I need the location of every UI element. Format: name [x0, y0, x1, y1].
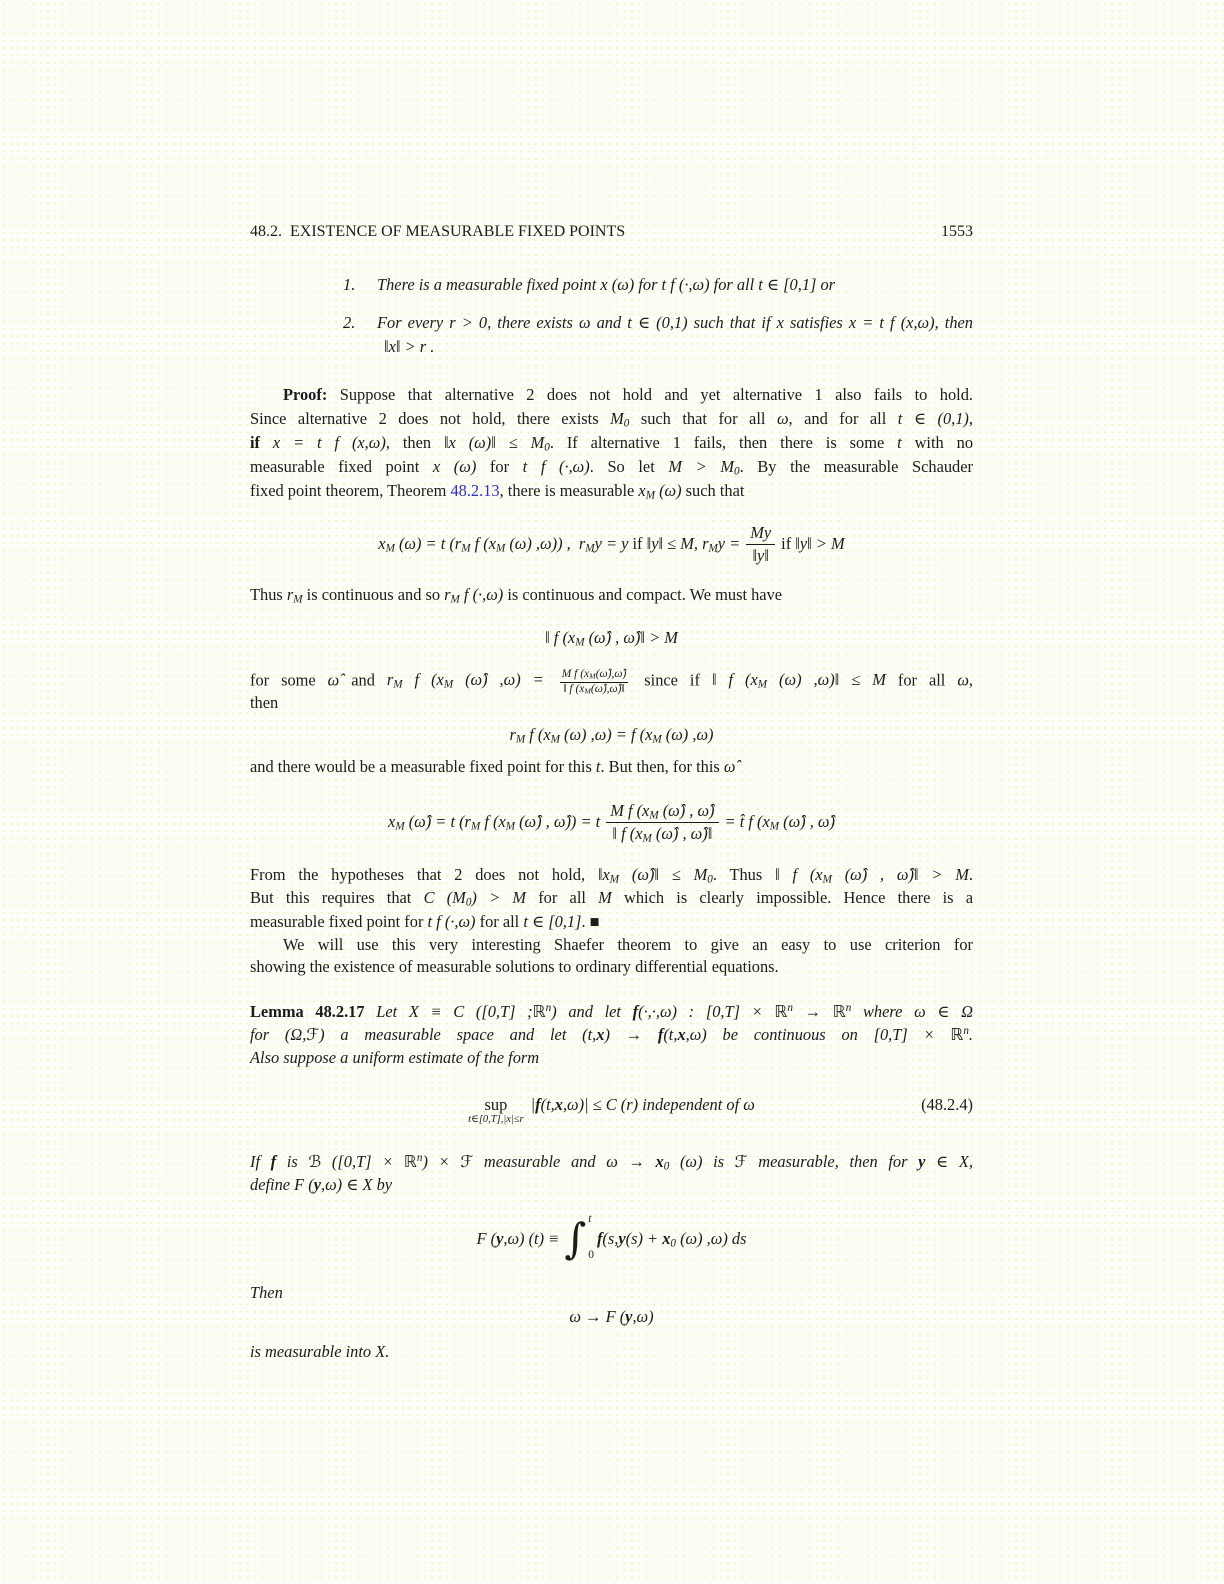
- text-segment: x: [554, 1095, 563, 1114]
- text-segment: ,ω) ∈ X by: [321, 1175, 393, 1194]
- we-will-use-line-1: [250, 933, 973, 957]
- text-segment: if: [781, 534, 796, 553]
- text-segment: measurable fixed point for: [250, 912, 428, 931]
- text-segment: is measurable into X.: [250, 1342, 390, 1361]
- then-word-line: [250, 691, 973, 715]
- for-some-line: [250, 668, 973, 696]
- text-segment: . So let: [589, 457, 669, 476]
- text-segment: (t,: [540, 1095, 555, 1114]
- text-segment: y: [313, 1175, 321, 1194]
- text-segment: then: [250, 693, 279, 712]
- text-segment: (s) +: [625, 1229, 663, 1248]
- text-segment: x = t f (x,ω): [272, 433, 386, 452]
- text-segment: and there would be a measurable fixed point for this: [250, 757, 596, 776]
- list-item-2-text-line-2: [384, 335, 973, 359]
- fraction: $\frac{M f (x_M(\omegâ),\omegâ)}{‖ f (x_M(\omegâ),\omegâ)‖}$: [561, 668, 627, 696]
- text-segment: , then: [385, 433, 444, 452]
- proof-line-2: [250, 407, 973, 431]
- text-segment: . ■: [581, 912, 600, 931]
- list-item-1-text: [377, 273, 973, 297]
- text-segment: $r_M$ f ($x_M$ (ω) ,ω) = f ($x_M$ (ω) ,ω): [509, 725, 714, 746]
- from-hypotheses-line-3: [250, 910, 973, 934]
- list-item-1: [250, 273, 973, 297]
- text-segment: Suppose that alternative 2 does not hold and yet alternative 1 also fails to hold.: [339, 385, 973, 404]
- proof-line-3: [250, 431, 973, 455]
- text-segment: There is a measurable fixed point x (ω) for t f (·,ω) for all t ∈ [0,1] or: [377, 275, 836, 294]
- text-segment: Also suppose a uniform estimate of the form: [250, 1048, 540, 1067]
- text-segment: , and for all: [788, 409, 898, 428]
- running-header: [250, 220, 973, 244]
- text-segment: t: [595, 757, 601, 776]
- proof-line-5: [250, 479, 973, 503]
- text-segment: We will use this very interesting Shaefer theorem to give an easy to use criterion for: [283, 935, 973, 954]
- is-measurable-line: [250, 1340, 973, 1364]
- text-segment: f: [270, 1152, 277, 1171]
- text-segment: for: [476, 457, 523, 476]
- text-segment: such that for all: [629, 409, 777, 428]
- text-segment: ) →: [604, 1025, 658, 1044]
- text-segment: , there is measurable: [499, 481, 639, 500]
- text-segment: y: [496, 1229, 504, 1248]
- text-segment: ‖x‖ > r .: [384, 337, 435, 356]
- text-segment: ω → F (: [569, 1307, 626, 1326]
- text-segment: . Thus: [712, 865, 776, 884]
- text-segment: ‖ f ($x_M$ (ω) ,ω)‖ ≤ M: [711, 670, 886, 691]
- text-segment: x: [662, 1229, 671, 1248]
- if-f-measurable-line-1: [250, 1150, 973, 1174]
- thus-line: [250, 583, 973, 607]
- text-segment: measurable fixed point: [250, 457, 433, 476]
- text-segment: for all: [885, 670, 958, 690]
- text-segment: is ℬ ([0,T] × ℝ$^n$) × ℱ measurable and ω →: [276, 1152, 656, 1171]
- text-segment: . But then, for this: [600, 757, 724, 776]
- text-segment: ‖ f ($x_M$ (ω̂) , ω̂)‖ > M: [545, 628, 678, 649]
- text-segment: $x_M$ (ω) = t ($r_M$ f ($x_M$ (ω) ,ω)) , $r_My = y$: [378, 534, 633, 555]
- equation-48-2-4-body: [468, 1095, 755, 1125]
- proof-line-1: [250, 383, 973, 407]
- text-segment: F (: [476, 1229, 497, 1248]
- equation-48-2-4: [250, 1093, 973, 1125]
- text-segment: is continuous and so: [302, 585, 445, 604]
- text-segment: ‖y‖ ≤ M, $r_My$ =: [646, 534, 741, 555]
- text-segment: $‖x_M$ (ω̂)‖ ≤ $M_0$: [597, 865, 713, 886]
- text-segment: y: [625, 1307, 633, 1326]
- text-segment: .: [968, 865, 973, 884]
- theorem-ref-link[interactable]: 48.2.13: [450, 481, 500, 500]
- equation-rMf-equals-f: [250, 723, 973, 747]
- text-segment: define F (: [250, 1175, 314, 1194]
- text-segment: y: [918, 1152, 926, 1171]
- text-segment: Lemma 48.2.17: [250, 1002, 377, 1021]
- we-will-use-line-2: [250, 955, 973, 979]
- text-segment: since if: [632, 670, 712, 690]
- proof-line-4: [250, 455, 973, 479]
- fraction: $\frac{My}{‖y‖}$: [746, 523, 775, 565]
- list-item-2-continuation: [250, 335, 973, 359]
- text-segment: ω̂: [723, 757, 736, 776]
- text-segment: $r_M$: [286, 585, 303, 606]
- text-segment: t f (·,ω): [522, 457, 590, 476]
- text-segment: Proof:: [283, 385, 340, 404]
- text-segment: ‖x (ω)‖ ≤ $M_0$: [443, 433, 550, 454]
- text-segment: ,ω): [632, 1307, 654, 1326]
- text-segment: independent of: [642, 1095, 744, 1114]
- equation-omega-maps-to-F: [250, 1305, 973, 1329]
- text-segment: . By the measurable Schauder: [739, 457, 973, 476]
- text-segment: and: [339, 670, 387, 690]
- text-segment: which is clearly impossible. Hence there is a: [611, 888, 973, 907]
- lemma-line-1: [250, 1000, 973, 1024]
- text-segment: (s,: [602, 1229, 619, 1248]
- text-segment: f: [632, 1002, 639, 1021]
- text-segment: ,: [968, 409, 973, 428]
- text-segment: x (ω): [432, 457, 477, 476]
- list-item-2-text-line-1: [377, 311, 973, 335]
- integral-sign: ∫ t 0: [564, 1212, 594, 1263]
- text-segment: |: [530, 1095, 536, 1114]
- text-segment: such that: [681, 481, 745, 500]
- text-segment: ∈ X,: [925, 1152, 973, 1171]
- equation-xM-hat: [250, 794, 973, 850]
- list-item-1-number: 1.: [343, 275, 356, 294]
- lemma-line-2: [250, 1023, 973, 1047]
- text-segment: ω: [776, 409, 789, 428]
- text-segment: showing the existence of measurable solutions to ordinary differential equations.: [250, 957, 779, 976]
- text-segment: for all: [526, 888, 599, 907]
- equation-norm-greater-M: [250, 626, 973, 650]
- equation-retraction-definition: [250, 516, 973, 572]
- text-segment: x: [655, 1152, 664, 1171]
- and-there-would-line: [250, 755, 973, 779]
- text-segment: f: [596, 1229, 603, 1248]
- text-segment: ,ω) (t) ≡: [503, 1229, 564, 1248]
- text-segment: $_0$ (ω) is ℱ measurable, then for: [663, 1152, 919, 1173]
- if-f-measurable-line-2: [250, 1173, 973, 1197]
- text-segment: Since alternative 2 does not hold, there exists: [250, 409, 611, 428]
- page-number: 1553: [941, 223, 973, 240]
- then-line: [250, 1281, 973, 1305]
- text-segment: = t̂ f ($x_M$ (ω̂) , ω̂): [724, 812, 835, 833]
- text-segment: if: [250, 433, 273, 452]
- text-segment: t ∈ [0,1]: [523, 912, 582, 931]
- text-segment: But this requires that: [250, 888, 424, 907]
- text-segment: From the hypotheses that 2 does not hold,: [250, 865, 598, 884]
- text-segment: ‖ f ($x_M$ (ω̂) , ω̂)‖ > M: [775, 865, 969, 886]
- text-segment: $r_M$ f (·,ω): [444, 585, 504, 606]
- list-item-2: [250, 311, 973, 335]
- text-segment: If: [250, 1152, 271, 1171]
- text-segment: ,ω) be continuous on [0,T] × ℝ$^n$.: [685, 1025, 974, 1044]
- text-segment: x: [677, 1025, 686, 1044]
- text-segment: C $(M_0) > M$: [423, 888, 527, 909]
- equation-integral-definition: [250, 1209, 973, 1269]
- text-segment: f: [535, 1095, 541, 1114]
- list-item-2-number: 2.: [343, 313, 356, 332]
- text-segment: Let X ≡ C ([0,T] ;ℝ$^n$) and let: [376, 1002, 633, 1021]
- text-segment: ω: [957, 670, 969, 690]
- section-heading: 48.2. EXISTENCE OF MEASURABLE FIXED POINTS: [250, 223, 626, 240]
- text-segment: ,: [968, 670, 973, 690]
- text-segment: Thus: [250, 585, 287, 604]
- lemma-line-3: [250, 1046, 973, 1070]
- sup-operator: sup t∈[0,T],|x|≤r: [468, 1095, 524, 1125]
- text-segment: ω: [743, 1095, 755, 1114]
- text-segment: t f (·,ω): [427, 912, 476, 931]
- text-segment: (·,·,ω) : [0,T] × ℝ$^n$ → ℝ$^n$ where ω ∈ Ω: [638, 1002, 973, 1021]
- text-segment: y: [618, 1229, 626, 1248]
- fraction: $\frac{M f (x_M (\omegâ) , \omegâ)}{‖ f (x_M (\omegâ) , \omegâ)‖}$: [606, 801, 718, 843]
- text-segment: t ∈ (0,1): [897, 409, 969, 428]
- text-segment: M: [598, 888, 612, 907]
- text-segment: $x_M$ (ω): [638, 481, 682, 502]
- text-segment: ‖y‖ > M: [795, 534, 845, 553]
- text-segment: (t,: [663, 1025, 678, 1044]
- text-segment: Then: [250, 1283, 283, 1302]
- text-segment: $r_M$ f ($x_M$ (ω̂) ,ω) =: [386, 670, 556, 691]
- from-hypotheses-line-1: [250, 863, 973, 887]
- text-segment: ω̂: [327, 670, 340, 690]
- equation-number-tag: (48.2.4): [921, 1095, 973, 1114]
- text-segment: x: [596, 1025, 605, 1044]
- from-hypotheses-line-2: [250, 886, 973, 910]
- text-segment: $M_0$: [610, 409, 630, 430]
- text-segment: with no: [901, 433, 974, 452]
- text-segment: t: [897, 433, 902, 452]
- text-segment: for (Ω,ℱ) a measurable space and let (t,: [250, 1025, 597, 1044]
- text-segment: ,ω)| ≤ C (r): [562, 1095, 643, 1114]
- text-segment: for all: [475, 912, 524, 931]
- text-segment: is continuous and compact. We must have: [503, 585, 783, 604]
- text-segment: $x_M$ (ω̂) = t ($r_M$ f ($x_M$ (ω̂) , ω̂)) = t: [388, 812, 601, 833]
- text-segment: $M > M_0$: [668, 457, 740, 478]
- text-segment: $_0$ (ω) ,ω) ds: [670, 1229, 747, 1250]
- text-segment: . If alternative 1 fails, then there is some: [549, 433, 898, 452]
- text-segment: f: [657, 1025, 664, 1044]
- text-segment: For every r > 0, there exists ω and t ∈ (0,1) such that if x satisfies x = t f (x,ω), then: [377, 313, 973, 332]
- text-segment: if: [632, 534, 647, 553]
- text-segment: for some: [250, 670, 328, 690]
- text-segment: fixed point theorem, Theorem: [250, 481, 451, 500]
